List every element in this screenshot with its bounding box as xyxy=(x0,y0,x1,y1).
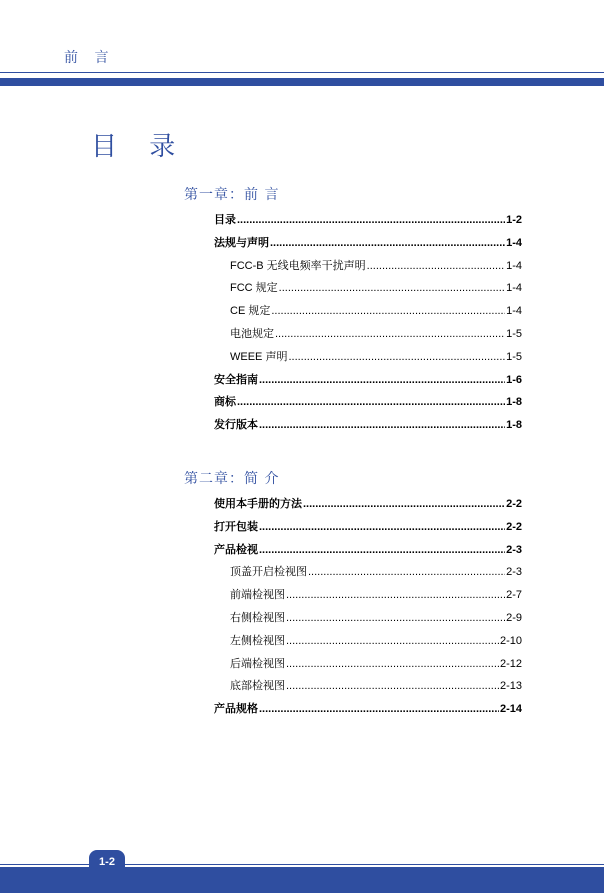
toc-entry-label: 顶盖开启检视图 xyxy=(230,566,307,579)
toc-entry[interactable] xyxy=(214,416,522,432)
toc-entry-label: 产品规格 xyxy=(214,703,258,716)
toc-entry[interactable] xyxy=(214,518,522,534)
toc-entry[interactable] xyxy=(230,563,522,579)
dot-leader xyxy=(286,680,499,692)
toc-entry-label: 底部检视图 xyxy=(230,680,285,693)
dot-leader xyxy=(259,521,505,533)
toc-entry[interactable] xyxy=(230,302,522,318)
toc-entry[interactable] xyxy=(214,700,522,716)
toc-entry[interactable] xyxy=(230,609,522,625)
toc-entry-page: 1-4 xyxy=(506,282,522,295)
toc-entry-label: 目录 xyxy=(214,214,236,226)
toc-entry-page: 2-2 xyxy=(506,498,522,510)
dot-leader xyxy=(288,351,505,363)
toc-entry-label: 电池规定 xyxy=(230,328,274,340)
toc-entry[interactable] xyxy=(230,655,522,671)
toc-entry-label: 安全指南 xyxy=(214,373,258,386)
toc-entry[interactable] xyxy=(230,677,522,693)
toc-entry[interactable] xyxy=(214,393,522,409)
toc-entry-label: FCC 规定 xyxy=(230,282,278,295)
header-rule-thin xyxy=(0,72,604,73)
toc-entry-page: 1-4 xyxy=(506,305,522,318)
dot-leader xyxy=(279,282,505,294)
toc-entry-page: 1-5 xyxy=(506,328,522,340)
toc-entry-label: 后端检视图 xyxy=(230,657,285,670)
toc-entry-label: 左侧检视图 xyxy=(230,634,285,647)
dot-leader xyxy=(259,703,499,715)
toc-entry-page: 1-8 xyxy=(506,419,522,432)
toc-entry[interactable] xyxy=(214,211,522,227)
toc-entry-page: 1-8 xyxy=(506,396,522,409)
toc-entry-page: 1-4 xyxy=(506,259,522,272)
dot-leader xyxy=(303,498,505,510)
toc-entry-label: 右侧检视图 xyxy=(230,612,285,624)
toc-entry-label: 法规与声明 xyxy=(214,236,269,249)
toc-entry-label: CE 规定 xyxy=(230,305,271,318)
toc-entry-label: WEEE 声明 xyxy=(230,350,288,363)
toc-entry-label: 产品检视 xyxy=(214,543,258,556)
toc-entry-label: FCC-B 无线电频率干扰声明 xyxy=(230,259,366,272)
toc-entry-page: 1-6 xyxy=(506,373,522,386)
toc-entry-page: 2-3 xyxy=(506,543,522,556)
chapter-title: 第二章：简 介 xyxy=(184,471,280,487)
toc-entry-page: 2-12 xyxy=(499,657,522,670)
toc-entry-page: 2-7 xyxy=(506,589,522,602)
dot-leader xyxy=(286,589,505,601)
toc-entry[interactable] xyxy=(214,234,522,250)
toc-entry-label: 打开包装 xyxy=(214,520,258,533)
toc-entry[interactable] xyxy=(230,586,522,602)
dot-leader xyxy=(286,635,499,647)
toc-entry[interactable] xyxy=(230,257,522,273)
toc-entry[interactable] xyxy=(230,279,522,295)
toc-entry-page: 1-5 xyxy=(506,350,522,363)
chapter-title: 第一章：前 言 xyxy=(184,187,280,203)
header-rule-thick xyxy=(0,78,604,86)
dot-leader xyxy=(275,328,505,340)
dot-leader xyxy=(237,396,505,408)
dot-leader xyxy=(270,237,505,249)
dot-leader xyxy=(286,612,505,624)
toc-entry-page: 2-10 xyxy=(499,634,522,647)
toc-heading: 目 录 xyxy=(91,132,188,162)
page-number: 1-2 xyxy=(89,850,125,876)
dot-leader xyxy=(259,419,505,431)
toc-entry[interactable] xyxy=(230,348,522,364)
toc-entry-page: 2-2 xyxy=(506,520,522,533)
toc-entry[interactable] xyxy=(230,632,522,648)
dot-leader xyxy=(259,374,505,386)
toc-entry[interactable] xyxy=(214,541,522,557)
toc-entry-page: 2-9 xyxy=(506,612,522,624)
dot-leader xyxy=(308,566,505,578)
toc-entry-page: 1-2 xyxy=(506,214,522,226)
toc-entry-label: 发行版本 xyxy=(214,419,258,432)
toc-entry-page: 2-14 xyxy=(499,703,522,716)
dot-leader xyxy=(271,305,505,317)
toc-entry[interactable] xyxy=(230,325,522,341)
toc-entry-label: 商标 xyxy=(214,396,236,409)
dot-leader xyxy=(259,544,505,556)
toc-entry-label: 使用本手册的方法 xyxy=(214,498,302,510)
dot-leader xyxy=(286,658,499,670)
dot-leader xyxy=(367,260,505,272)
running-header: 前 言 xyxy=(64,50,115,66)
dot-leader xyxy=(237,214,505,226)
toc-entry-page: 2-13 xyxy=(499,680,522,693)
toc-entry-label: 前端检视图 xyxy=(230,589,285,602)
toc-entry[interactable] xyxy=(214,371,522,387)
toc-entry[interactable] xyxy=(214,495,522,511)
toc-entry-page: 2-3 xyxy=(506,566,522,579)
toc-entry-page: 1-4 xyxy=(506,236,522,249)
